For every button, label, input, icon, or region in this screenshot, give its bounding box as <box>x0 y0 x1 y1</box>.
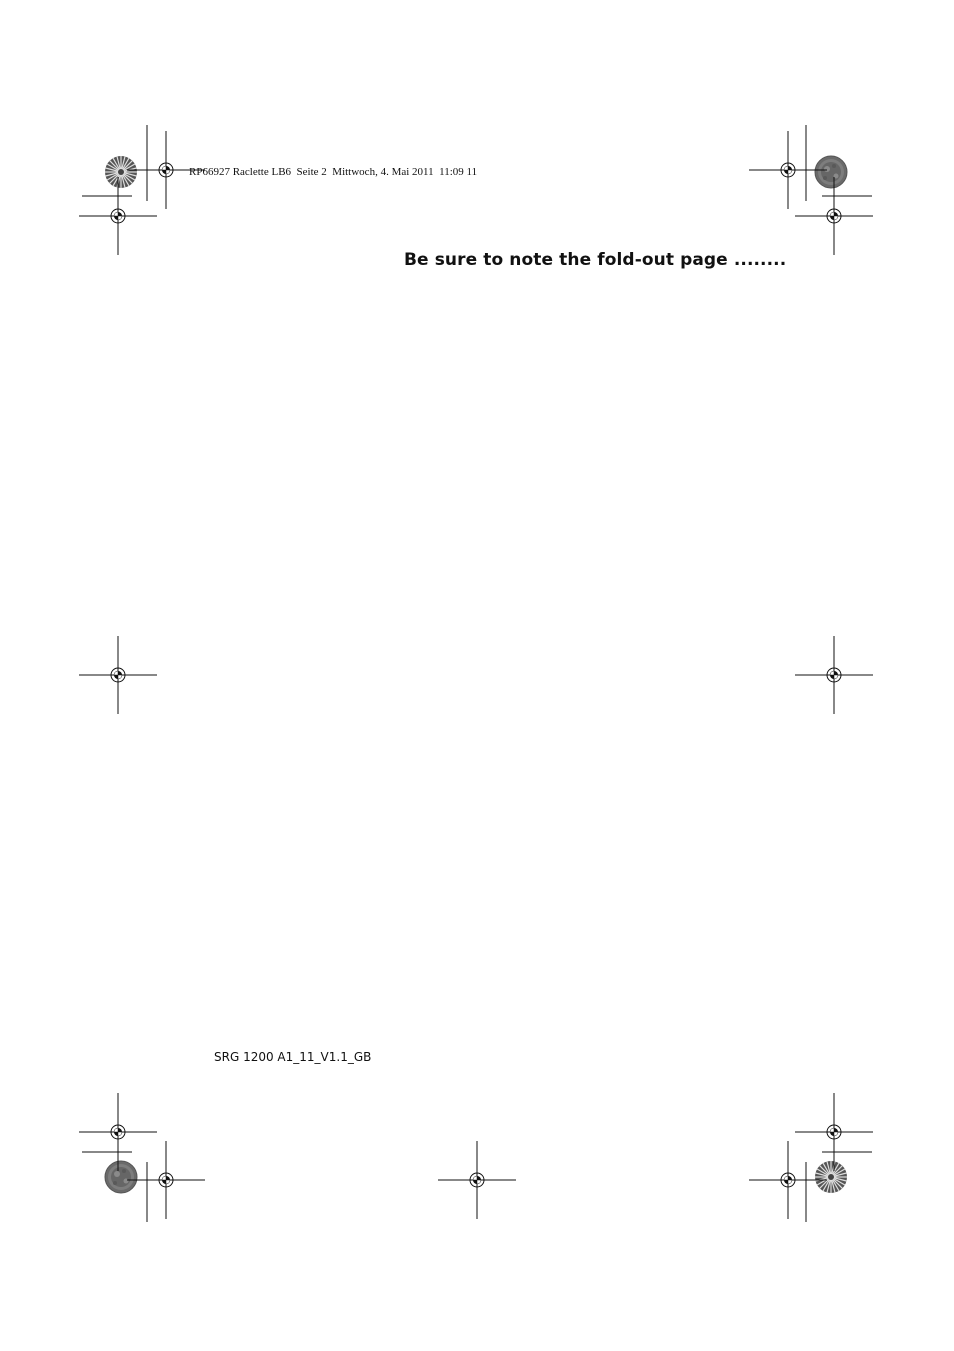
fold-out-note-heading: Be sure to note the fold-out page ........ <box>404 250 787 270</box>
print-slug-line: RP66927 Raclette LB6 Seite 2 Mittwoch, 4. Mai 2011 11:09 11 <box>189 166 478 178</box>
document-code: SRG 1200 A1_11_V1.1_GB <box>214 1050 372 1064</box>
